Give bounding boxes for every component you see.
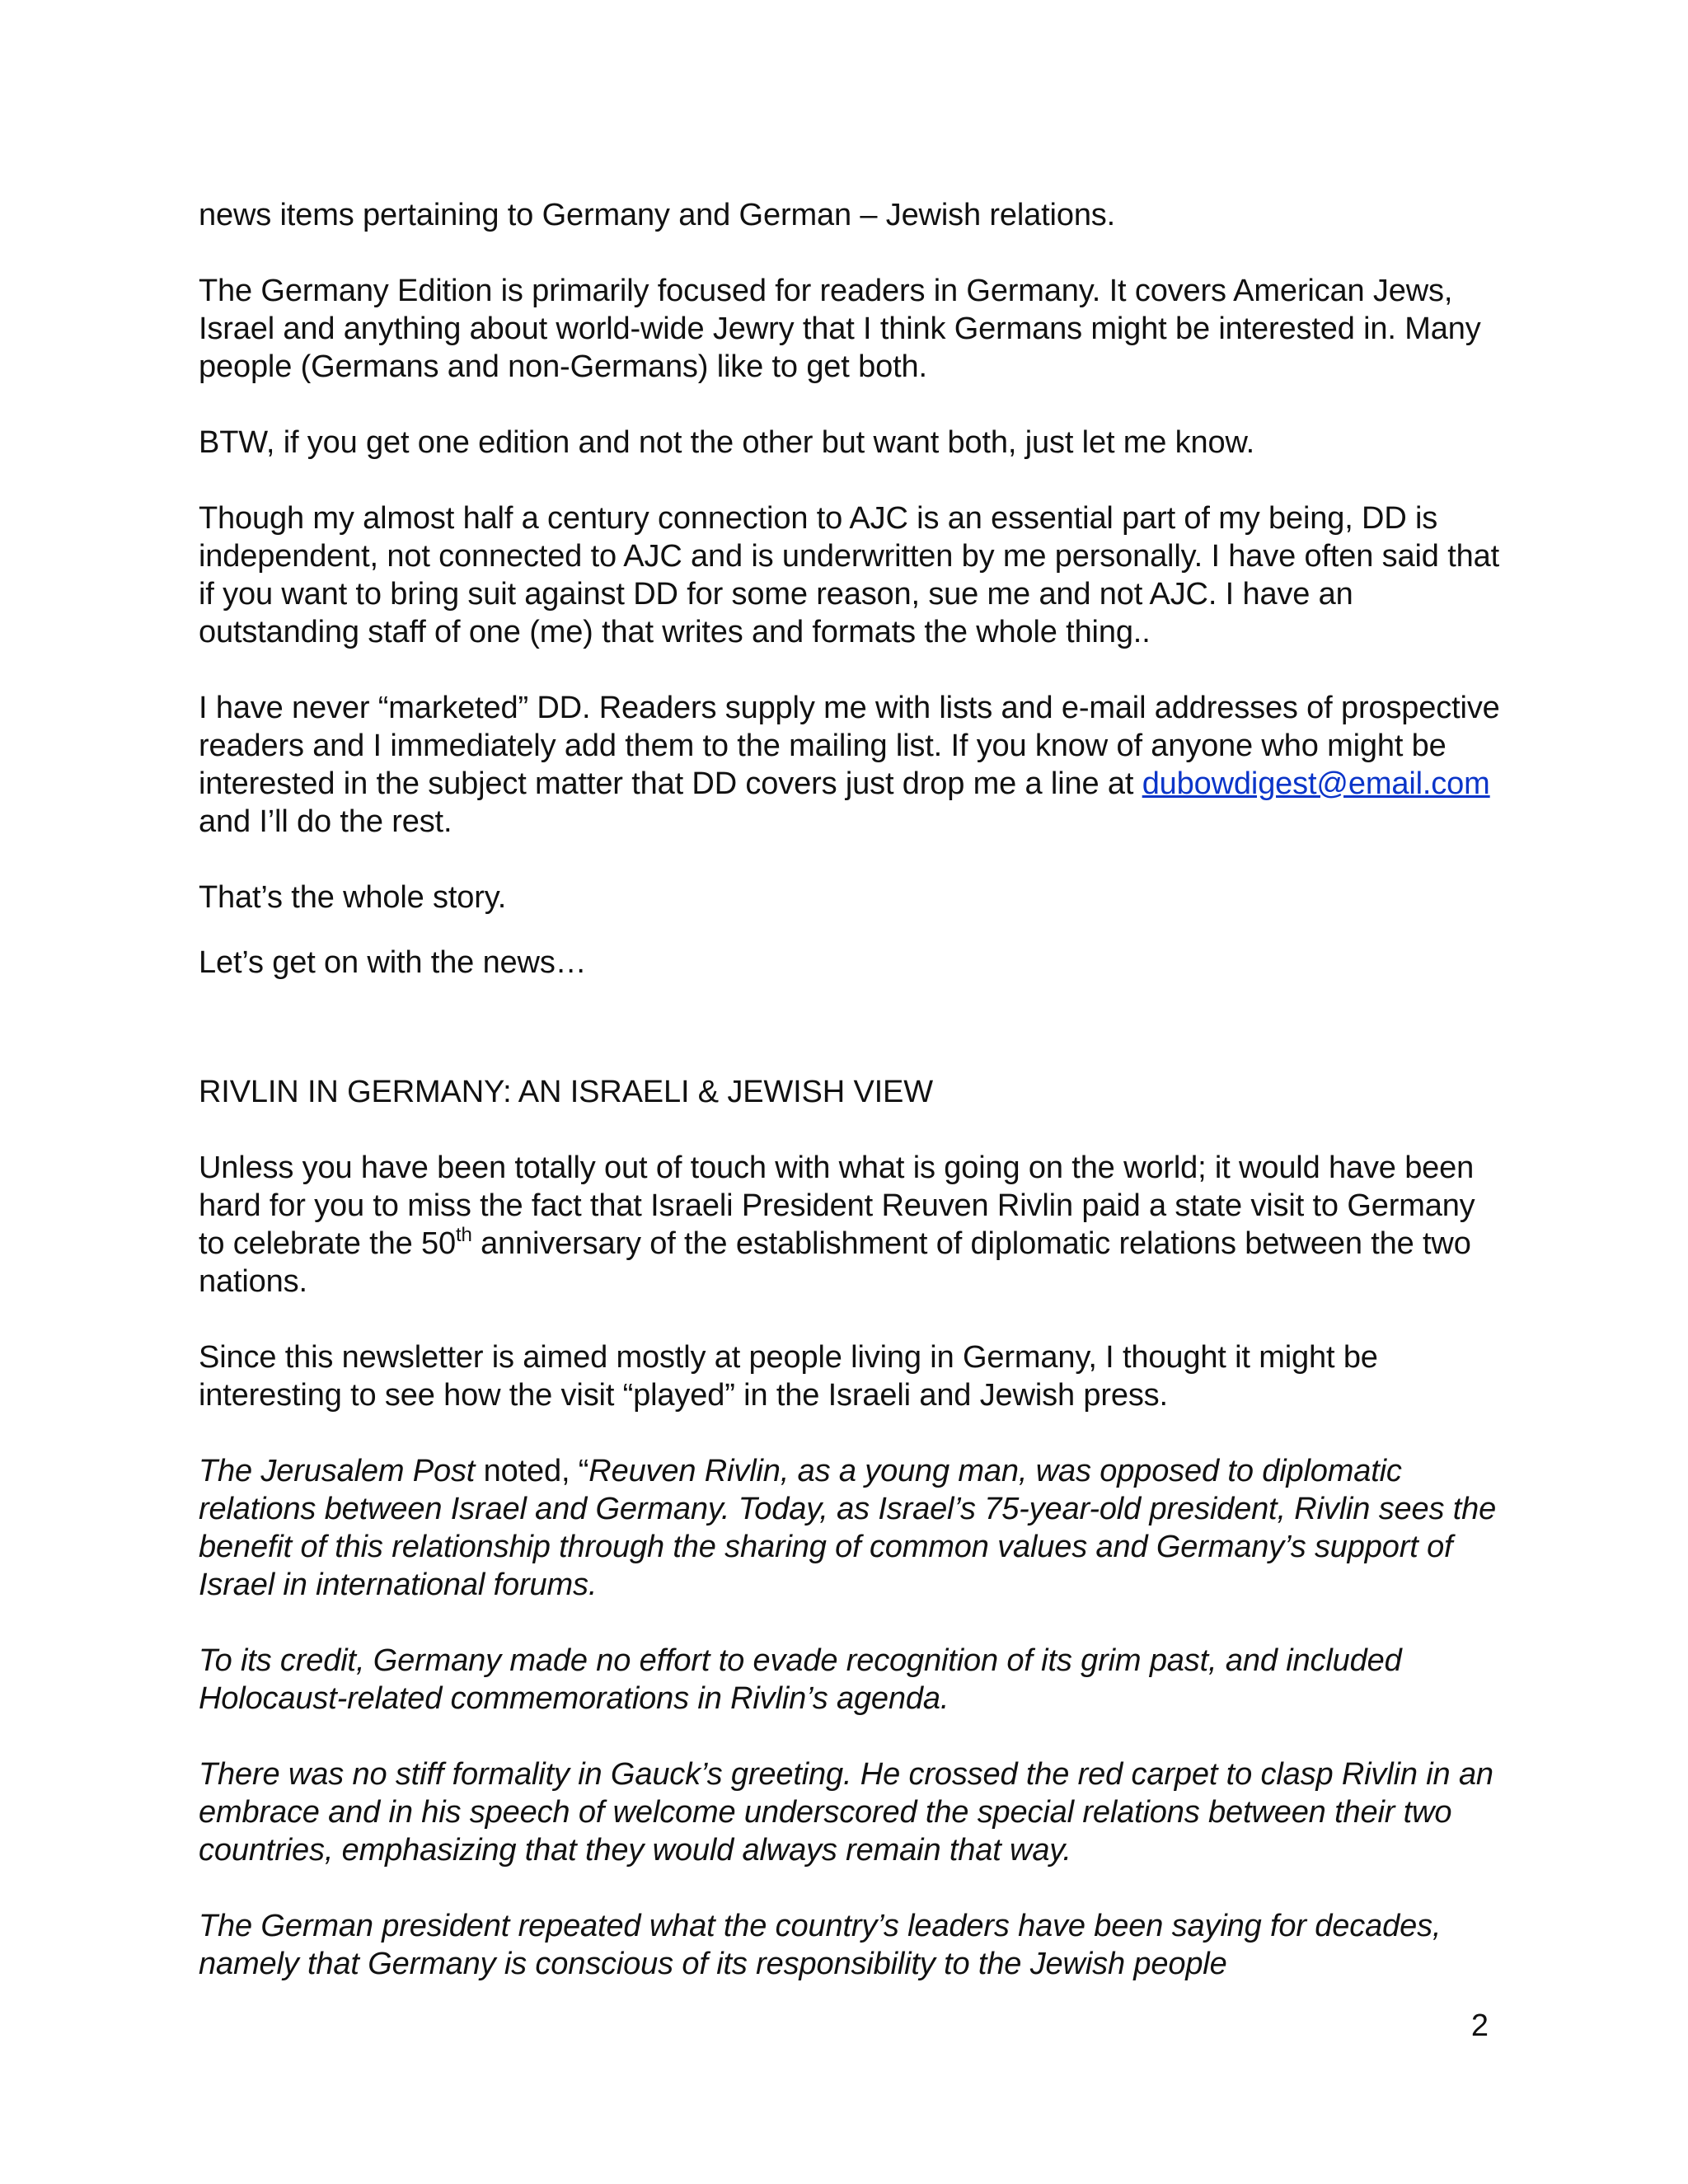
quote-text: Reuven Rivlin, as a young man, was opposed to diplomatic relations between Israel and Germany. Today, as Israel’s 75-year-old president, Rivlin sees the benefit of this relationship through the sharing of common values and Germany’s support of Israel in international forums.: [199, 1454, 1497, 1602]
section-heading: RIVLIN IN GERMANY: AN ISRAELI & JEWISH VIEW: [199, 1075, 933, 1109]
paragraph-get-on-with-news: Let’s get on with the news…: [199, 945, 587, 980]
paragraph-greeting: There was no stiff formality in Gauck’s greeting. He crossed the red carpet to clasp Rivlin in an embrace and in his speech of welcome underscored the special relations between their two countries, emphasizing that they would always remain that way.: [199, 1757, 1493, 1868]
paragraph-germany-edition: The Germany Edition is primarily focused for readers in Germany. It covers American Jews, Israel and anything about world-wide Jewry that I think Germans might be interested in. Many people (Germans and non-Germans) like to get both.: [199, 274, 1481, 384]
paragraph-credit: To its credit, Germany made no effort to evade recognition of its grim past, and included Holocaust-related commemorations in Rivlin’s agenda.: [199, 1643, 1402, 1716]
marketing-text-end: and I’ll do the rest.: [199, 804, 452, 839]
page-body: [199, 196, 1509, 1983]
paragraph-whole-story: That’s the whole story.: [199, 880, 507, 915]
state-visit-text: Unless you have been totally out of touch with what is going on the world; it would have been hard for you to miss the fact that Israeli President Reuven Rivlin paid a state visit to Germany to celebrate the 50: [199, 1151, 1475, 1261]
paragraph-btw: BTW, if you get one edition and not the other but want both, just let me know.: [199, 425, 1255, 460]
noted-text: noted, “: [475, 1454, 589, 1488]
paragraph-marketing: [199, 689, 1509, 841]
paragraph-state-visit: [199, 1149, 1509, 1301]
paragraph-intro-continuation: news items pertaining to Germany and German – Jewish relations.: [199, 198, 1116, 232]
paragraph-german-president: The German president repeated what the country’s leaders have been saying for decades, namely that Germany is conscious of its responsibility to the Jewish people: [199, 1909, 1442, 1981]
state-visit-text-end: anniversary of the establishment of diplomatic relations between the two nations.: [199, 1226, 1471, 1299]
paragraph-jerusalem-post: [199, 1452, 1509, 1604]
ordinal-suffix: th: [455, 1224, 472, 1246]
paragraph-ajc-connection: Though my almost half a century connection to AJC is an essential part of my being, DD is independent, not connected to AJC and is underwritten by me personally. I have often said that if you want to bring suit against DD for some reason, sue me and not AJC. I have an outstanding staff of one (me) that writes and formats the whole thing..: [199, 501, 1499, 649]
paragraph-newsletter-aim: Since this newsletter is aimed mostly at people living in Germany, I thought it might be interesting to see how the visit “played” in the Israeli and Jewish press.: [199, 1340, 1378, 1413]
page-number: 2: [1470, 2008, 1489, 2043]
email-link[interactable]: dubowdigest@email.com: [1142, 766, 1490, 801]
marketing-text: I have never “marketed” DD. Readers supply me with lists and e-mail addresses of prospective readers and I immediately add them to the mailing list. If you know of anyone who might be interested in the subject matter that DD covers just drop me a line at: [199, 691, 1500, 801]
source-name: The Jerusalem Post: [199, 1454, 476, 1488]
